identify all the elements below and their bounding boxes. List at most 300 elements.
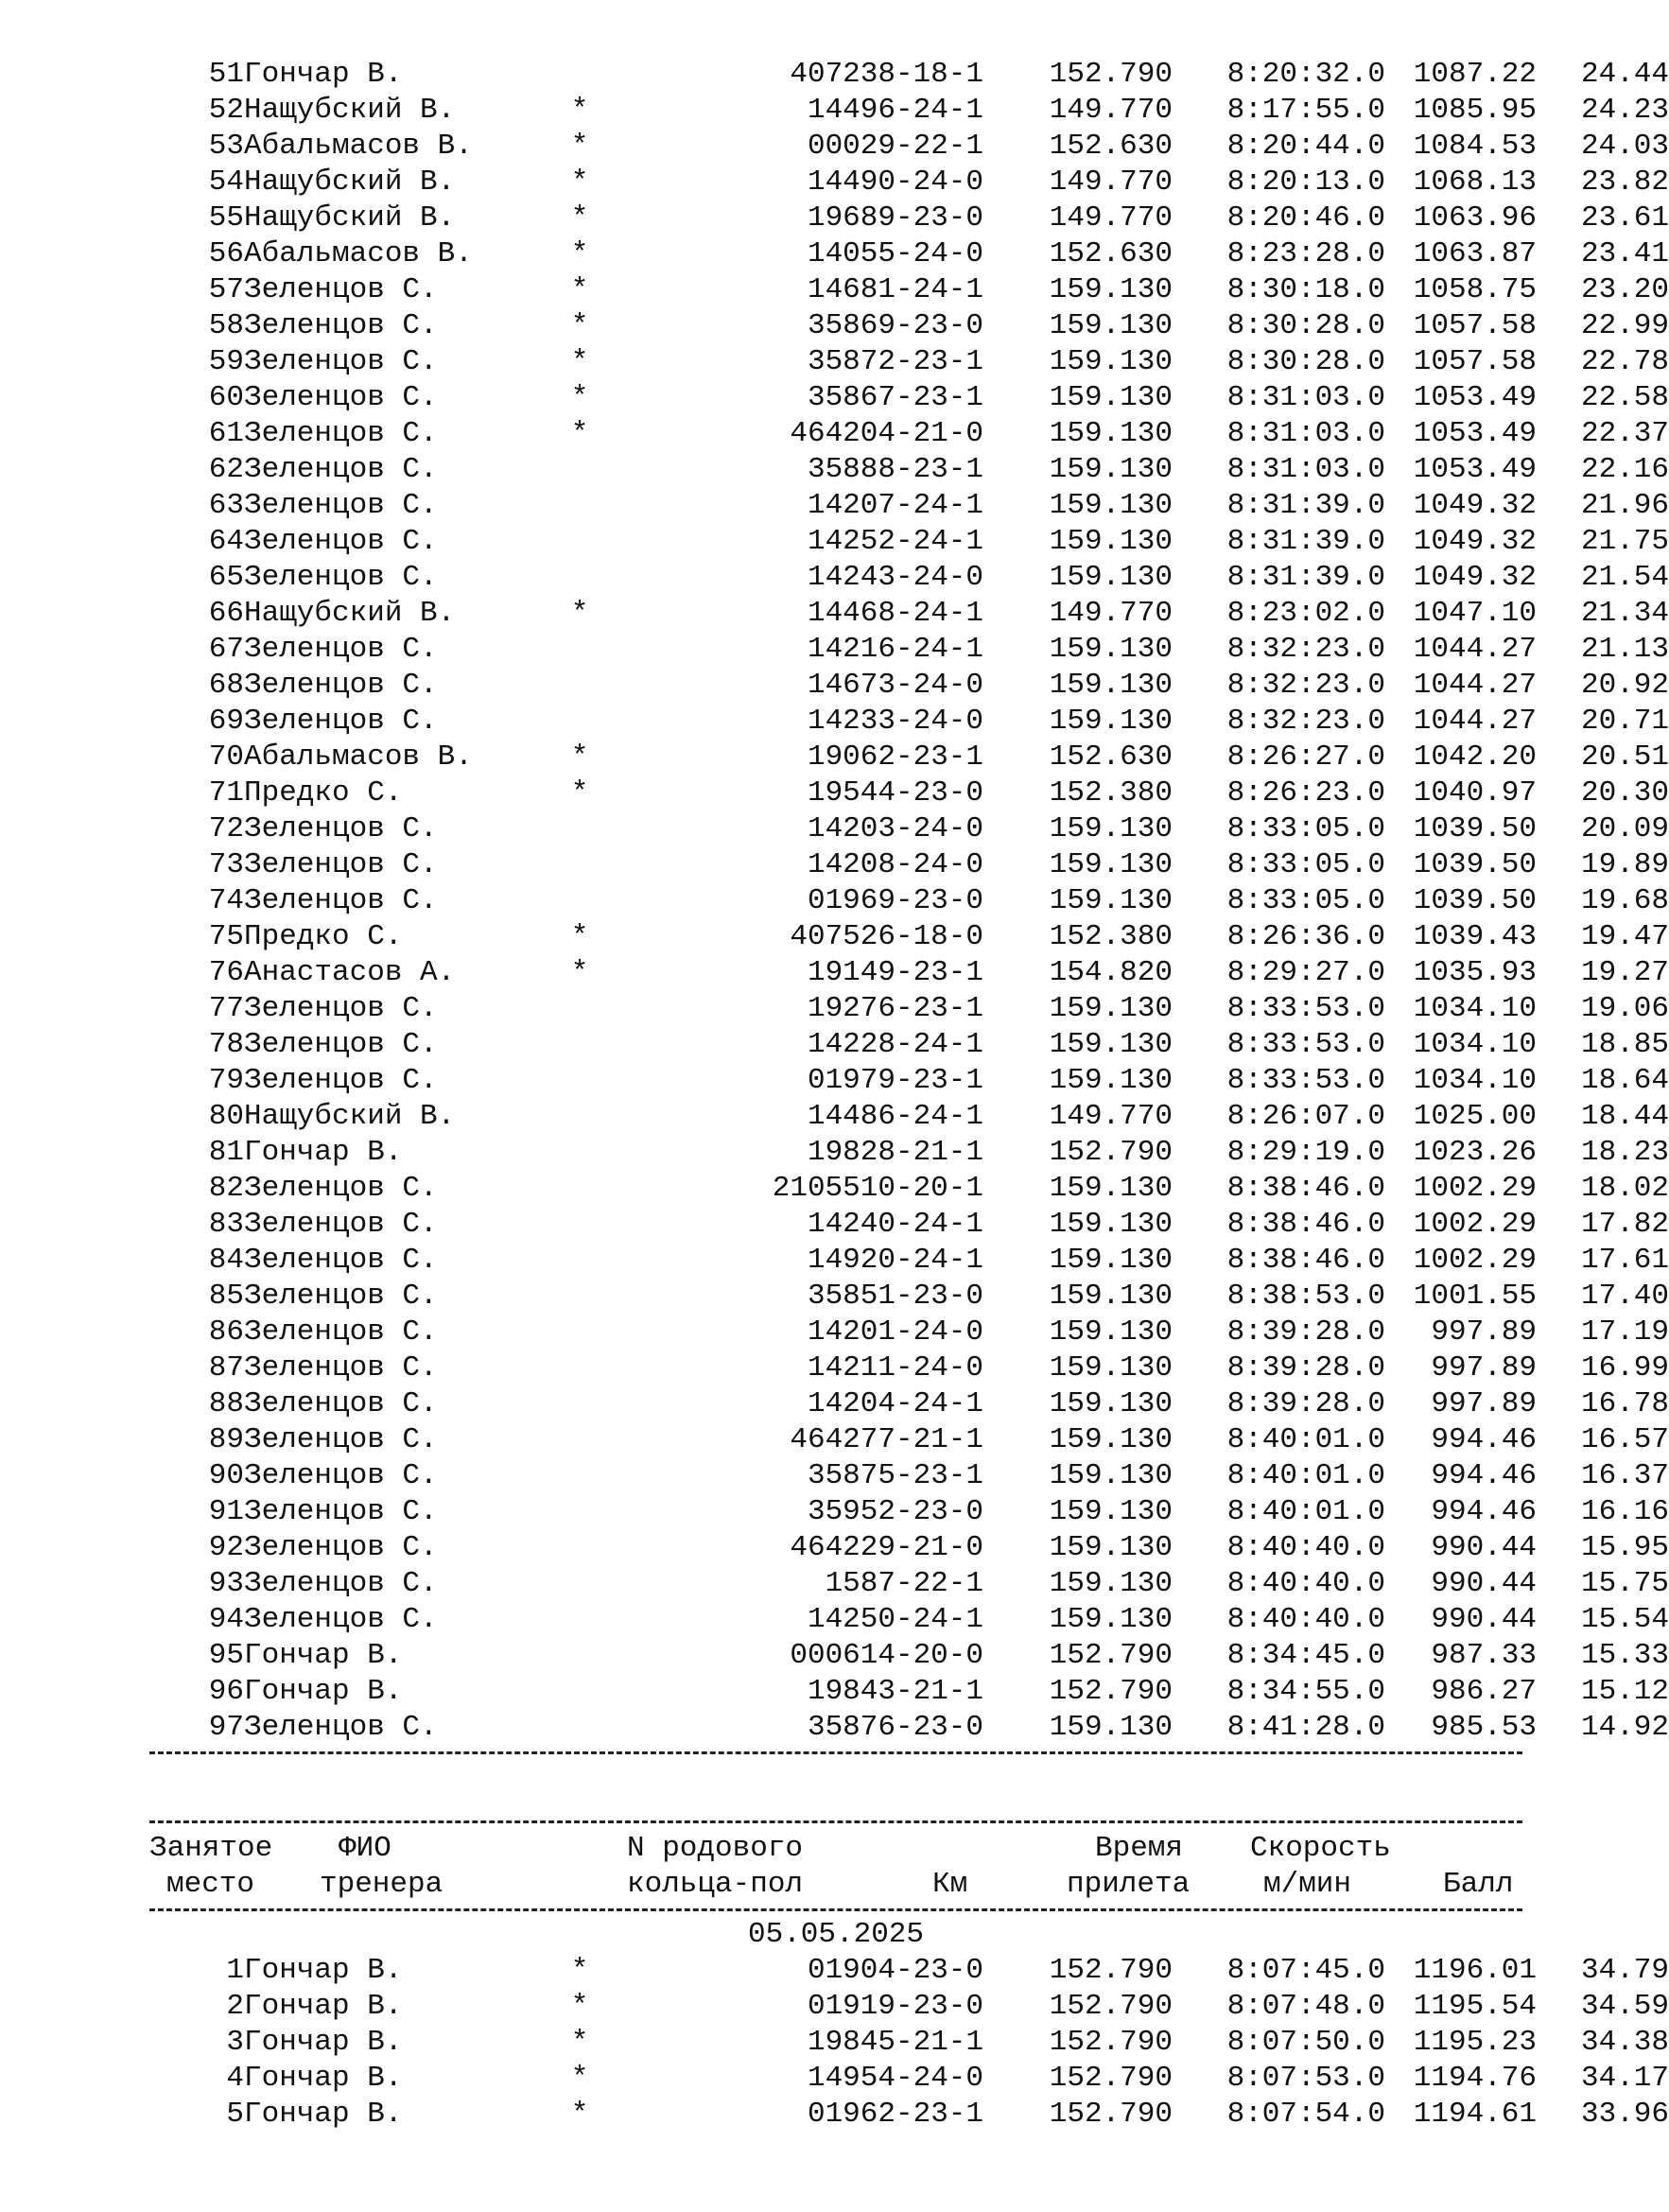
cell-ring: 14055-24-0 [807, 237, 983, 270]
cell-time: 8:40:40.0 [1226, 1567, 1385, 1600]
cell-name: Зеленцов С. [244, 1459, 438, 1492]
table-row [149, 1953, 1669, 1989]
cell-name: Зеленцов С. [244, 453, 438, 486]
cell-place: 75 [208, 920, 244, 953]
cell-km: 159.130 [1049, 1280, 1173, 1313]
cell-place: 5 [226, 2098, 244, 2131]
cell-name: Зеленцов С. [244, 884, 438, 917]
cell-score: 16.78 [1580, 1387, 1669, 1420]
cell-score: 17.61 [1580, 1244, 1669, 1277]
table-row [149, 883, 1669, 919]
cell-speed: 994.46 [1431, 1423, 1537, 1456]
cell-place: 87 [208, 1351, 244, 1385]
cell-name: Нащубский В. [244, 1100, 456, 1133]
table-row [149, 200, 1669, 236]
cell-time: 8:38:46.0 [1226, 1208, 1385, 1241]
cell-km: 159.130 [1049, 345, 1173, 378]
cell-speed: 1025.00 [1413, 1100, 1537, 1133]
cell-place: 52 [208, 94, 244, 127]
table-row [149, 1063, 1669, 1099]
cell-name: Зеленцов С. [244, 525, 438, 558]
cell-score: 19.06 [1580, 992, 1669, 1025]
results-table-1 [149, 57, 1669, 1746]
cell-speed: 1053.49 [1413, 453, 1537, 486]
cell-place: 94 [208, 1603, 244, 1636]
cell-km: 159.130 [1049, 812, 1173, 845]
cell-km: 149.770 [1049, 165, 1173, 199]
cell-speed: 1039.43 [1413, 920, 1537, 953]
cell-speed: 1044.27 [1413, 633, 1537, 666]
cell-speed: 990.44 [1431, 1531, 1537, 1564]
cell-place: 64 [208, 525, 244, 558]
cell-place: 76 [208, 956, 244, 989]
cell-star: * [570, 776, 589, 810]
cell-time: 8:20:44.0 [1226, 130, 1385, 163]
cell-speed: 1049.32 [1413, 489, 1537, 522]
cell-time: 8:26:23.0 [1226, 776, 1385, 810]
cell-speed: 1196.01 [1413, 1954, 1537, 1987]
cell-name: Зеленцов С. [244, 561, 438, 594]
cell-name: Зеленцов С. [244, 1423, 438, 1456]
cell-name: Зеленцов С. [244, 992, 438, 1025]
cell-km: 159.130 [1049, 848, 1173, 881]
cell-speed: 1042.20 [1413, 740, 1537, 774]
cell-ring: 01904-23-0 [807, 1954, 983, 1987]
cell-score: 34.38 [1580, 2026, 1669, 2059]
cell-score: 15.33 [1580, 1639, 1669, 1672]
cell-ring: 14490-24-0 [807, 165, 983, 199]
cell-score: 22.37 [1580, 417, 1669, 450]
table-row [149, 452, 1669, 488]
cell-score: 19.89 [1580, 848, 1669, 881]
cell-place: 74 [208, 884, 244, 917]
cell-ring: 14207-24-1 [807, 489, 983, 522]
cell-place: 89 [208, 1423, 244, 1456]
cell-score: 24.23 [1580, 94, 1669, 127]
cell-km: 149.770 [1049, 94, 1173, 127]
cell-speed: 990.44 [1431, 1567, 1537, 1600]
cell-ring: 14201-24-0 [807, 1315, 983, 1349]
cell-name: Гончар В. [244, 2062, 403, 2095]
cell-speed: 1035.93 [1413, 956, 1537, 989]
table-row [149, 1171, 1669, 1207]
cell-score: 17.40 [1580, 1280, 1669, 1313]
cell-name: Зеленцов С. [244, 1028, 438, 1061]
cell-star: * [570, 201, 589, 235]
cell-km: 159.130 [1049, 1172, 1173, 1205]
cell-score: 20.51 [1580, 740, 1669, 774]
cell-name: Зеленцов С. [244, 1603, 438, 1636]
cell-star: * [570, 165, 589, 199]
cell-time: 8:31:03.0 [1226, 453, 1385, 486]
cell-star: * [570, 2026, 589, 2059]
cell-speed: 1053.49 [1413, 417, 1537, 450]
cell-star: * [570, 920, 589, 953]
cell-place: 54 [208, 165, 244, 199]
cell-time: 8:40:40.0 [1226, 1603, 1385, 1636]
cell-score: 14.92 [1580, 1711, 1669, 1744]
cell-star: * [570, 237, 589, 270]
cell-time: 8:23:02.0 [1226, 597, 1385, 630]
cell-time: 8:30:28.0 [1226, 309, 1385, 342]
cell-km: 149.770 [1049, 201, 1173, 235]
cell-ring: 14954-24-0 [807, 2062, 983, 2095]
cell-place: 91 [208, 1495, 244, 1528]
cell-km: 159.130 [1049, 1028, 1173, 1061]
cell-time: 8:31:39.0 [1226, 489, 1385, 522]
table-row [149, 704, 1669, 740]
cell-speed: 1053.49 [1413, 381, 1537, 414]
cell-score: 19.27 [1580, 956, 1669, 989]
cell-place: 77 [208, 992, 244, 1025]
cell-km: 159.130 [1049, 381, 1173, 414]
cell-name: Гончар В. [244, 58, 403, 91]
cell-time: 8:39:28.0 [1226, 1387, 1385, 1420]
table-row [149, 955, 1669, 991]
cell-ring: 01962-23-1 [807, 2098, 983, 2131]
cell-place: 51 [208, 58, 244, 91]
cell-km: 152.790 [1049, 2098, 1173, 2131]
cell-place: 53 [208, 130, 244, 163]
cell-km: 159.130 [1049, 309, 1173, 342]
cell-score: 23.41 [1580, 237, 1669, 270]
cell-ring: 19843-21-1 [807, 1675, 983, 1708]
cell-ring: 1587-22-1 [825, 1567, 983, 1600]
cell-name: Зеленцов С. [244, 1064, 438, 1097]
cell-ring: 19845-21-1 [807, 2026, 983, 2059]
cell-time: 8:33:53.0 [1226, 1064, 1385, 1097]
cell-km: 159.130 [1049, 1244, 1173, 1277]
cell-ring: 00029-22-1 [807, 130, 983, 163]
cell-ring: 464204-21-0 [790, 417, 983, 450]
cell-place: 86 [208, 1315, 244, 1349]
cell-ring: 01969-23-0 [807, 884, 983, 917]
cell-time: 8:23:28.0 [1226, 237, 1385, 270]
cell-score: 17.82 [1580, 1208, 1669, 1241]
cell-time: 8:38:46.0 [1226, 1244, 1385, 1277]
cell-score: 34.59 [1580, 1990, 1669, 2023]
cell-place: 88 [208, 1387, 244, 1420]
cell-time: 8:32:23.0 [1226, 705, 1385, 738]
cell-km: 152.380 [1049, 920, 1173, 953]
cell-km: 152.790 [1049, 1954, 1173, 1987]
cell-ring: 35888-23-1 [807, 453, 983, 486]
cell-ring: 19689-23-0 [807, 201, 983, 235]
cell-speed: 1049.32 [1413, 561, 1537, 594]
table-row [149, 1207, 1669, 1243]
cell-place: 60 [208, 381, 244, 414]
cell-place: 62 [208, 453, 244, 486]
cell-speed: 997.89 [1431, 1387, 1537, 1420]
cell-place: 81 [208, 1136, 244, 1169]
cell-km: 152.790 [1049, 1990, 1173, 2023]
cell-km: 152.630 [1049, 740, 1173, 774]
cell-score: 34.79 [1580, 1954, 1669, 1987]
cell-speed: 985.53 [1431, 1711, 1537, 1744]
cell-km: 159.130 [1049, 633, 1173, 666]
cell-place: 72 [208, 812, 244, 845]
cell-speed: 1034.10 [1413, 1028, 1537, 1061]
cell-name: Зеленцов С. [244, 848, 438, 881]
table-row [149, 524, 1669, 560]
cell-ring: 14228-24-1 [807, 1028, 983, 1061]
cell-time: 8:32:23.0 [1226, 633, 1385, 666]
cell-score: 18.44 [1580, 1100, 1669, 1133]
cell-score: 34.17 [1580, 2062, 1669, 2095]
cell-star: * [570, 273, 589, 306]
cell-time: 8:39:28.0 [1226, 1315, 1385, 1349]
cell-speed: 1040.97 [1413, 776, 1537, 810]
cell-name: Гончар В. [244, 2098, 403, 2131]
cell-star: * [570, 956, 589, 989]
cell-ring: 14203-24-0 [807, 812, 983, 845]
cell-place: 95 [208, 1639, 244, 1672]
cell-km: 152.790 [1049, 1639, 1173, 1672]
cell-name: Зеленцов С. [244, 1351, 438, 1385]
table-row [149, 165, 1669, 200]
table-row [149, 2025, 1669, 2061]
table-row [149, 1422, 1669, 1458]
cell-score: 21.96 [1580, 489, 1669, 522]
cell-place: 1 [226, 1954, 244, 1987]
cell-score: 22.99 [1580, 309, 1669, 342]
cell-score: 20.09 [1580, 812, 1669, 845]
cell-time: 8:07:45.0 [1226, 1954, 1385, 1987]
table-row [149, 668, 1669, 704]
table-row [149, 596, 1669, 632]
cell-name: Зеленцов С. [244, 1495, 438, 1528]
cell-ring: 14211-24-0 [807, 1351, 983, 1385]
cell-name: Анастасов А. [244, 956, 456, 989]
cell-ring: 14252-24-1 [807, 525, 983, 558]
cell-time: 8:33:05.0 [1226, 812, 1385, 845]
cell-speed: 1002.29 [1413, 1172, 1537, 1205]
cell-speed: 1194.76 [1413, 2062, 1537, 2095]
cell-place: 97 [208, 1711, 244, 1744]
cell-ring: 14204-24-1 [807, 1387, 983, 1420]
cell-score: 20.92 [1580, 669, 1669, 702]
header-speed-line2: м/мин [1263, 1868, 1352, 1901]
race-date: 05.05.2025 [747, 1918, 925, 1951]
cell-ring: 35876-23-0 [807, 1711, 983, 1744]
cell-name: Зеленцов С. [244, 1315, 438, 1349]
table-row [149, 1566, 1669, 1602]
cell-score: 15.12 [1580, 1675, 1669, 1708]
cell-place: 69 [208, 705, 244, 738]
table-row [149, 2061, 1669, 2097]
cell-score: 33.96 [1580, 2098, 1669, 2131]
cell-time: 8:31:39.0 [1226, 525, 1385, 558]
cell-km: 152.790 [1049, 58, 1173, 91]
cell-km: 159.130 [1049, 417, 1173, 450]
cell-speed: 1063.87 [1413, 237, 1537, 270]
cell-ring: 14250-24-1 [807, 1603, 983, 1636]
cell-ring: 14468-24-1 [807, 597, 983, 630]
cell-name: Гончар В. [244, 1136, 403, 1169]
cell-star: * [570, 2062, 589, 2095]
cell-place: 61 [208, 417, 244, 450]
cell-km: 159.130 [1049, 705, 1173, 738]
cell-time: 8:31:03.0 [1226, 381, 1385, 414]
table-row [149, 416, 1669, 452]
cell-score: 21.34 [1580, 597, 1669, 630]
cell-time: 8:20:46.0 [1226, 201, 1385, 235]
cell-time: 8:26:07.0 [1226, 1100, 1385, 1133]
cell-score: 24.44 [1580, 58, 1669, 91]
cell-speed: 997.89 [1431, 1315, 1537, 1349]
cell-score: 21.13 [1580, 633, 1669, 666]
table-row [149, 1494, 1669, 1530]
cell-star: * [570, 740, 589, 774]
cell-km: 159.130 [1049, 525, 1173, 558]
cell-time: 8:38:53.0 [1226, 1280, 1385, 1313]
cell-time: 8:40:01.0 [1226, 1423, 1385, 1456]
cell-time: 8:38:46.0 [1226, 1172, 1385, 1205]
cell-time: 8:20:32.0 [1226, 58, 1385, 91]
cell-place: 92 [208, 1531, 244, 1564]
cell-score: 22.58 [1580, 381, 1669, 414]
cell-score: 17.19 [1580, 1315, 1669, 1349]
cell-speed: 1002.29 [1413, 1208, 1537, 1241]
cell-score: 16.57 [1580, 1423, 1669, 1456]
header-top-rule [149, 1820, 1522, 1823]
cell-name: Зеленцов С. [244, 309, 438, 342]
table-row [149, 1315, 1669, 1350]
cell-km: 152.790 [1049, 2062, 1173, 2095]
cell-speed: 1087.22 [1413, 58, 1537, 91]
cell-place: 58 [208, 309, 244, 342]
cell-time: 8:33:05.0 [1226, 848, 1385, 881]
table-row [149, 1638, 1669, 1674]
cell-name: Зеленцов С. [244, 1172, 438, 1205]
table-row [149, 488, 1669, 524]
cell-place: 78 [208, 1028, 244, 1061]
table-row [149, 1027, 1669, 1063]
cell-name: Зеленцов С. [244, 812, 438, 845]
cell-time: 8:33:53.0 [1226, 992, 1385, 1025]
cell-name: Нащубский В. [244, 597, 456, 630]
cell-ring: 19062-23-1 [807, 740, 983, 774]
cell-km: 159.130 [1049, 1064, 1173, 1097]
cell-ring: 19149-23-1 [807, 956, 983, 989]
table-row [149, 775, 1669, 811]
cell-name: Абальмасов В. [244, 740, 473, 774]
cell-place: 93 [208, 1567, 244, 1600]
cell-star: * [570, 130, 589, 163]
table-row [149, 236, 1669, 272]
cell-score: 22.16 [1580, 453, 1669, 486]
cell-score: 18.02 [1580, 1172, 1669, 1205]
table-row [149, 57, 1669, 93]
cell-score: 15.54 [1580, 1603, 1669, 1636]
cell-time: 8:29:27.0 [1226, 956, 1385, 989]
cell-name: Зеленцов С. [244, 417, 438, 450]
cell-name: Зеленцов С. [244, 345, 438, 378]
cell-place: 70 [208, 740, 244, 774]
cell-speed: 1049.32 [1413, 525, 1537, 558]
cell-name: Зеленцов С. [244, 1567, 438, 1600]
results-table-2 [149, 1953, 1669, 2133]
cell-ring: 01979-23-1 [807, 1064, 983, 1097]
cell-place: 67 [208, 633, 244, 666]
cell-time: 8:40:40.0 [1226, 1531, 1385, 1564]
cell-time: 8:30:18.0 [1226, 273, 1385, 306]
cell-speed: 1044.27 [1413, 705, 1537, 738]
cell-km: 152.630 [1049, 237, 1173, 270]
cell-score: 16.16 [1580, 1495, 1669, 1528]
cell-km: 159.130 [1049, 561, 1173, 594]
cell-score: 16.99 [1580, 1351, 1669, 1385]
cell-speed: 1057.58 [1413, 309, 1537, 342]
cell-ring: 19276-23-1 [807, 992, 983, 1025]
cell-name: Зеленцов С. [244, 705, 438, 738]
cell-speed: 1084.53 [1413, 130, 1537, 163]
table-row [149, 1989, 1669, 2025]
cell-place: 68 [208, 669, 244, 702]
cell-place: 66 [208, 597, 244, 630]
cell-place: 3 [226, 2026, 244, 2059]
header-place-line1: Занятое [149, 1832, 273, 1865]
cell-km: 152.380 [1049, 776, 1173, 810]
header-speed-line1: Скорость [1250, 1832, 1391, 1865]
cell-name: Зеленцов С. [244, 1208, 438, 1241]
cell-km: 159.130 [1049, 1387, 1173, 1420]
cell-time: 8:40:01.0 [1226, 1495, 1385, 1528]
cell-ring: 14243-24-0 [807, 561, 983, 594]
cell-star: * [570, 309, 589, 342]
cell-ring: 464277-21-1 [790, 1423, 983, 1456]
cell-speed: 1023.26 [1413, 1136, 1537, 1169]
cell-ring: 35869-23-0 [807, 309, 983, 342]
cell-score: 23.82 [1580, 165, 1669, 199]
cell-place: 80 [208, 1100, 244, 1133]
cell-score: 20.30 [1580, 776, 1669, 810]
cell-score: 19.68 [1580, 884, 1669, 917]
cell-score: 18.64 [1580, 1064, 1669, 1097]
cell-ring: 464229-21-0 [790, 1531, 983, 1564]
table-row [149, 740, 1669, 775]
cell-place: 57 [208, 273, 244, 306]
cell-km: 159.130 [1049, 1567, 1173, 1600]
cell-time: 8:07:53.0 [1226, 2062, 1385, 2095]
cell-star: * [570, 417, 589, 450]
cell-name: Нащубский В. [244, 201, 456, 235]
cell-score: 22.78 [1580, 345, 1669, 378]
cell-km: 159.130 [1049, 273, 1173, 306]
header-ring-line2: кольца-пол [627, 1868, 804, 1901]
header-name-line2: тренера [320, 1868, 443, 1901]
cell-place: 55 [208, 201, 244, 235]
cell-ring: 35867-23-1 [807, 381, 983, 414]
cell-time: 8:07:50.0 [1226, 2026, 1385, 2059]
cell-speed: 1039.50 [1413, 884, 1537, 917]
table-row [149, 1279, 1669, 1315]
table-row [149, 1099, 1669, 1135]
cell-name: Гончар В. [244, 1675, 403, 1708]
cell-ring: 14208-24-0 [807, 848, 983, 881]
cell-place: 4 [226, 2062, 244, 2095]
header-time-line2: прилета [1067, 1868, 1191, 1901]
cell-name: Предко С. [244, 920, 403, 953]
cell-star: * [570, 1990, 589, 2023]
cell-name: Зеленцов С. [244, 1531, 438, 1564]
cell-time: 8:26:27.0 [1226, 740, 1385, 774]
cell-ring: 14240-24-1 [807, 1208, 983, 1241]
cell-speed: 1195.54 [1413, 1990, 1537, 2023]
cell-km: 152.790 [1049, 2026, 1173, 2059]
cell-speed: 1001.55 [1413, 1280, 1537, 1313]
cell-speed: 994.46 [1431, 1459, 1537, 1492]
